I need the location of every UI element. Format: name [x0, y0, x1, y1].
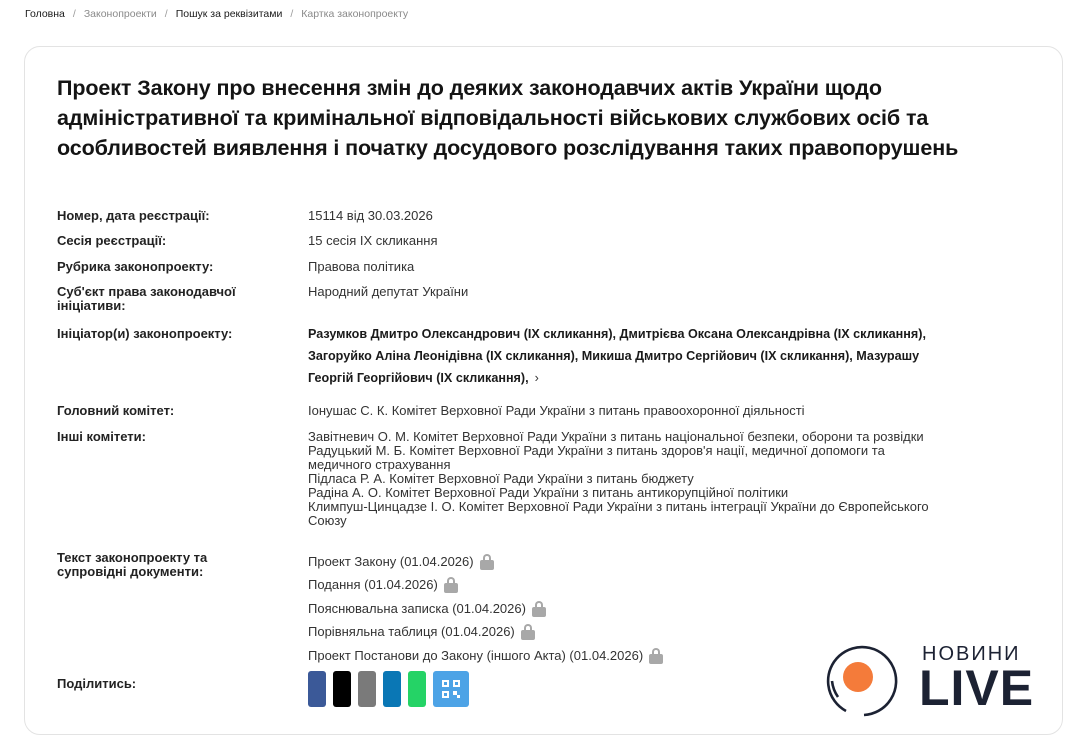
committee-line: Радуцький М. Б. Комітет Верховної Ради України з питань здоров'я нації, медичної допомоги та: [308, 443, 885, 458]
field-label: Суб'єкт права законодавчої ініціативи:: [57, 284, 236, 313]
share-buttons: [308, 671, 469, 707]
linkedin-icon[interactable]: [383, 671, 401, 707]
breadcrumb-bills[interactable]: Законопроекти: [83, 8, 157, 20]
field-label: Головний комітет:: [57, 403, 175, 418]
show-more-chevron-icon[interactable]: ›: [534, 371, 539, 385]
document-name: Пояснювальна записка (01.04.2026): [308, 600, 526, 616]
document-name: Подання (01.04.2026): [308, 577, 438, 593]
document-name: Проект Закону (01.04.2026): [308, 553, 474, 569]
qr-code-icon[interactable]: [433, 671, 469, 707]
field-value: 15114 від 30.03.2026: [308, 208, 433, 223]
lock-icon: [480, 554, 494, 570]
lock-icon: [649, 648, 663, 664]
breadcrumb-separator: /: [164, 8, 168, 20]
breadcrumb: [25, 7, 408, 21]
field-label: Рубрика законопроекту:: [57, 259, 214, 274]
live-circle-icon: [824, 641, 904, 721]
committee-line: Климпуш-Цинцадзе І. О. Комітет Верховної Ради України з питань інтеграції України до Європейського: [308, 499, 929, 514]
committee-line: Завітневич О. М. Комітет Верховної Ради України з питань національної безпеки, оборони та розвідки: [308, 429, 924, 444]
field-label: Номер, дата реєстрації:: [57, 208, 210, 223]
field-value: Народний депутат України: [308, 284, 469, 299]
bill-card: [24, 46, 1063, 735]
committee-line: Підласа Р. А. Комітет Верховної Ради України з питань бюджету: [308, 471, 694, 486]
field-label: Сесія реєстрації:: [57, 233, 167, 248]
initiators-line: Загоруйко Аліна Леонідівна (IX скликання), Микиша Дмитро Сергійович (IX скликання), Мазурашу: [308, 349, 920, 363]
committee-line: Союзу: [308, 513, 347, 528]
document-name: Порівняльна таблиця (01.04.2026): [308, 624, 515, 640]
facebook-icon[interactable]: [308, 671, 326, 707]
field-label: Інші комітети:: [57, 429, 146, 444]
novyny-live-watermark: [826, 641, 1056, 721]
document-link[interactable]: [308, 574, 1043, 598]
watermark-text: НОВИНИ: [922, 643, 1021, 665]
lock-icon: [521, 624, 535, 640]
lock-icon: [532, 601, 546, 617]
breadcrumb-home[interactable]: Головна: [25, 8, 65, 20]
x-icon[interactable]: [333, 671, 351, 707]
document-link[interactable]: [308, 597, 1043, 621]
field-label: Ініціатор(и) законопроекту:: [57, 326, 233, 341]
lock-icon: [444, 577, 458, 593]
field-value: 15 сесія IX скликання: [308, 233, 438, 248]
initiators-line: [308, 367, 1043, 389]
initiators-line: Разумков Дмитро Олександрович (IX скликання), Дмитрієва Оксана Олександрівна (IX скликання),: [308, 327, 926, 341]
committee-line: медичного страхування: [308, 457, 451, 472]
page-title: Проект Закону про внесення змін до деяких законодавчих актів України щодо адміністративної та кримінальної відповідальності військових службових осіб та особливостей виявлення і початку досудового розслідування таких правопорушень: [57, 76, 959, 160]
other-committees-list: [308, 430, 1043, 528]
field-value: Правова політика: [308, 259, 415, 274]
field-value: Іонушас С. К. Комітет Верховної Ради України з питань правоохоронної діяльності: [308, 403, 805, 418]
initiators-list: [308, 323, 1043, 389]
whatsapp-icon[interactable]: [408, 671, 426, 707]
committee-line: Радіна А. О. Комітет Верховної Ради України з питань антикорупційної політики: [308, 485, 789, 500]
email-icon[interactable]: [358, 671, 376, 707]
initiators-line-text: Георгій Георгійович (IX скликання),: [308, 371, 529, 385]
field-label: Поділитись:: [57, 676, 137, 691]
breadcrumb-current: Картка законопроекту: [301, 8, 409, 20]
document-link[interactable]: [308, 550, 1043, 574]
breadcrumb-separator: /: [72, 8, 76, 20]
watermark-text: LIVE: [919, 660, 1035, 716]
breadcrumb-search[interactable]: Пошук за реквізитами: [175, 8, 283, 20]
document-name: Проект Постанови до Закону (іншого Акта) (01.04.2026): [308, 647, 644, 663]
breadcrumb-separator: /: [290, 8, 294, 20]
field-label: Текст законопроекту та супровідні документи:: [57, 550, 208, 579]
